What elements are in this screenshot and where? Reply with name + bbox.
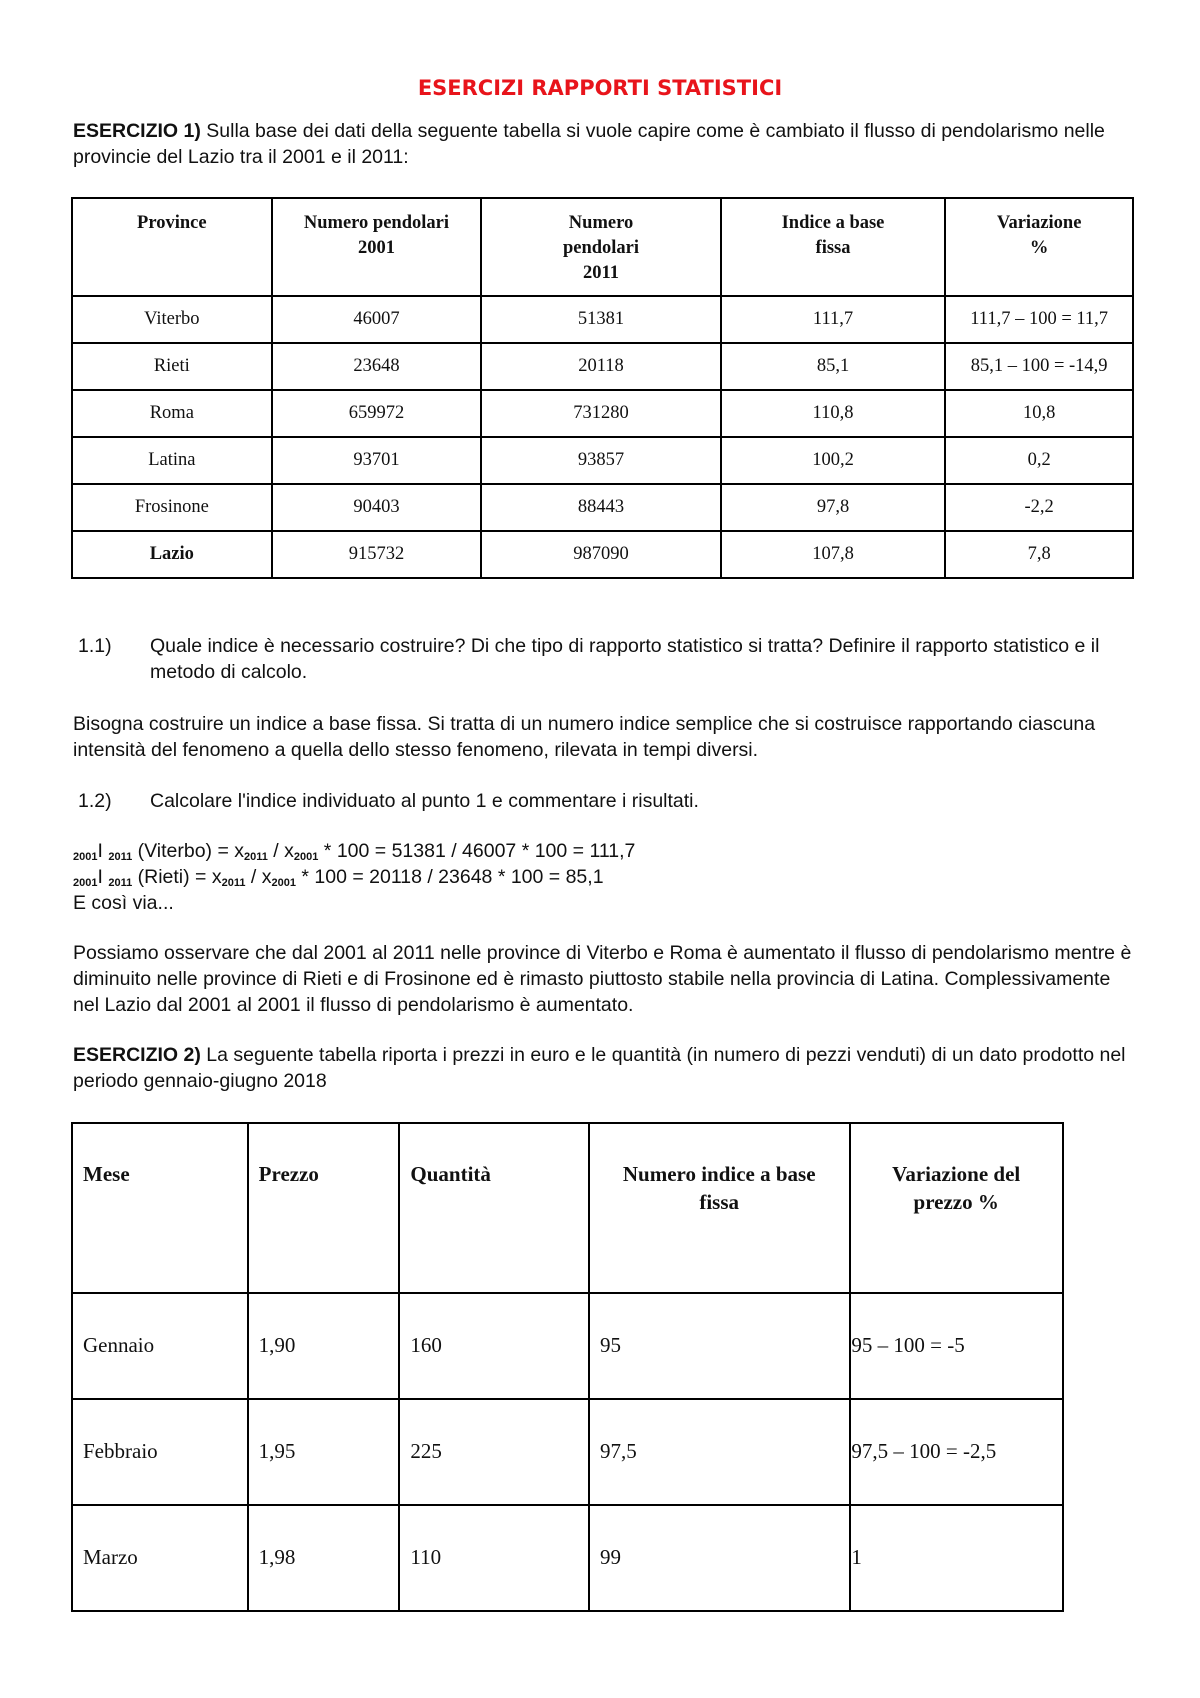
- formula-text: (Viterbo) = x: [132, 840, 245, 862]
- etc-text: E così via...: [73, 892, 174, 914]
- table-cell: 1,95: [248, 1399, 400, 1505]
- table-row: [72, 437, 1133, 484]
- table-cell: 111,7 – 100 = 11,7: [945, 296, 1133, 343]
- table-cell: 110: [399, 1505, 589, 1611]
- table-cell: 95 – 100 = -5: [850, 1293, 1063, 1399]
- table-cell: 51381: [481, 296, 721, 343]
- table-cell: 225: [399, 1399, 589, 1505]
- formula-index-symbol: I: [97, 840, 103, 862]
- table-row: [72, 343, 1133, 390]
- formula-subscript: 2011: [221, 877, 246, 889]
- table-header-row: [72, 1123, 1063, 1293]
- question-text: Quale indice è necessario costruire? Di che tipo di rapporto statistico si tratta? Definire il rapporto statistico e il metodo di calcolo.: [150, 635, 1100, 683]
- table-cell: Roma: [72, 390, 272, 437]
- table-cell: 93857: [481, 437, 721, 484]
- table-cell: 97,5: [589, 1399, 850, 1505]
- formula-subscript: 2011: [108, 877, 133, 889]
- header-cell: Quantità: [399, 1123, 589, 1293]
- table-cell: Frosinone: [72, 484, 272, 531]
- formula-subscript: 2001: [73, 851, 98, 863]
- header-cell: Variazione %: [945, 198, 1133, 296]
- table-cell: 160: [399, 1293, 589, 1399]
- prices-table: [71, 1122, 1064, 1612]
- table-cell: 7,8: [945, 531, 1133, 578]
- table-cell: 731280: [481, 390, 721, 437]
- header-cell: Mese: [72, 1123, 248, 1293]
- table-cell: -2,2: [945, 484, 1133, 531]
- question-number: 1.2): [78, 790, 112, 812]
- table-cell: 1,98: [248, 1505, 400, 1611]
- formula-index-symbol: I: [97, 866, 103, 888]
- table-cell: 0,2: [945, 437, 1133, 484]
- table-cell: Lazio: [72, 531, 272, 578]
- formula-subscript: 2001: [271, 877, 296, 889]
- table-total-row: [72, 531, 1133, 578]
- header-cell: Numero pendolari 2011: [481, 198, 721, 296]
- table-cell: 95: [589, 1293, 850, 1399]
- exercise-1-label: ESERCIZIO 1): [73, 120, 201, 142]
- results-comment: Possiamo osservare che dal 2001 al 2011 nelle province di Viterbo e Roma è aumentato il flusso di pendolarismo mentre è diminuito nelle province di Rieti e di Frosinone ed è rimasto piuttosto stabile nella provincia di Latina. Complessivamente nel Lazio dal 2001 al 2001 il flusso di pendolarismo è aumentato.: [73, 942, 1132, 1016]
- table-header-row: [72, 198, 1133, 296]
- formula-text: * 100 = 51381 / 46007 * 100 = 111,7: [318, 840, 636, 862]
- table-row: [72, 296, 1133, 343]
- header-cell: Numero indice a base fissa: [589, 1123, 850, 1293]
- table-cell: 111,7: [721, 296, 945, 343]
- exercise-1-intro: [73, 118, 1133, 170]
- header-cell: Province: [72, 198, 272, 296]
- formula-subscript: 2001: [73, 877, 98, 889]
- table-cell: Gennaio: [72, 1293, 248, 1399]
- table-cell: Viterbo: [72, 296, 272, 343]
- question-1-1: [73, 633, 1133, 685]
- table-cell: 1: [850, 1505, 1063, 1611]
- table-row: [72, 1293, 1063, 1399]
- header-cell: Numero pendolari 2001: [272, 198, 482, 296]
- table-cell: 85,1 – 100 = -14,9: [945, 343, 1133, 390]
- table-cell: Latina: [72, 437, 272, 484]
- table-cell: 97,5 – 100 = -2,5: [850, 1399, 1063, 1505]
- table-cell: Marzo: [72, 1505, 248, 1611]
- formula-subscript: 2011: [108, 851, 133, 863]
- formula-text: (Rieti) = x: [132, 866, 222, 888]
- table-cell: 1,90: [248, 1293, 400, 1399]
- table-cell: 10,8: [945, 390, 1133, 437]
- table-row: [72, 1399, 1063, 1505]
- table-cell: 85,1: [721, 343, 945, 390]
- table-cell: 97,8: [721, 484, 945, 531]
- commuters-table: [71, 197, 1134, 579]
- header-cell: Variazione del prezzo %: [850, 1123, 1063, 1293]
- table-cell: Febbraio: [72, 1399, 248, 1505]
- table-cell: 99: [589, 1505, 850, 1611]
- table-cell: 915732: [272, 531, 482, 578]
- table-cell: 659972: [272, 390, 482, 437]
- header-cell: Prezzo: [248, 1123, 400, 1293]
- table-cell: 987090: [481, 531, 721, 578]
- formula-text: / x: [267, 840, 294, 862]
- formula-text: / x: [245, 866, 272, 888]
- table-row: [72, 390, 1133, 437]
- table-cell: 46007: [272, 296, 482, 343]
- table-cell: 23648: [272, 343, 482, 390]
- exercise-1-intro-text: Sulla base dei dati della seguente tabella si vuole capire come è cambiato il flusso di pendolarismo nelle provincie del Lazio tra il 2001 e il 2011:: [73, 120, 1105, 168]
- table-row: [72, 1505, 1063, 1611]
- table-cell: Rieti: [72, 343, 272, 390]
- document-title: ESERCIZI RAPPORTI STATISTICI: [417, 76, 783, 100]
- table-cell: 20118: [481, 343, 721, 390]
- exercise-2-intro-text: La seguente tabella riporta i prezzi in euro e le quantità (in numero di pezzi venduti) di un dato prodotto nel periodo gennaio-giugno 2018: [73, 1044, 1126, 1092]
- exercise-2-label: ESERCIZIO 2): [73, 1044, 201, 1066]
- formula-subscript: 2011: [244, 851, 268, 863]
- exercise-2-intro: [73, 1042, 1133, 1094]
- table-cell: 88443: [481, 484, 721, 531]
- question-text: Calcolare l'indice individuato al punto 1 e commentare i risultati.: [150, 790, 699, 812]
- table-cell: 110,8: [721, 390, 945, 437]
- question-1-2: [73, 788, 1133, 814]
- table-cell: 100,2: [721, 437, 945, 484]
- formula-subscript: 2001: [293, 851, 319, 863]
- table-cell: 90403: [272, 484, 482, 531]
- question-number: 1.1): [78, 635, 112, 657]
- table-row: [72, 484, 1133, 531]
- answer-1-1: Bisogna costruire un indice a base fissa. Si tratta di un numero indice semplice che si costruisce rapportando ciascuna intensità del fenomeno a quella dello stesso fenomeno, rilevata in tempi diversi.: [73, 713, 1096, 761]
- table-cell: 107,8: [721, 531, 945, 578]
- formula-text: * 100 = 20118 / 23648 * 100 = 85,1: [295, 866, 604, 888]
- table-cell: 93701: [272, 437, 482, 484]
- header-cell: Indice a base fissa: [721, 198, 945, 296]
